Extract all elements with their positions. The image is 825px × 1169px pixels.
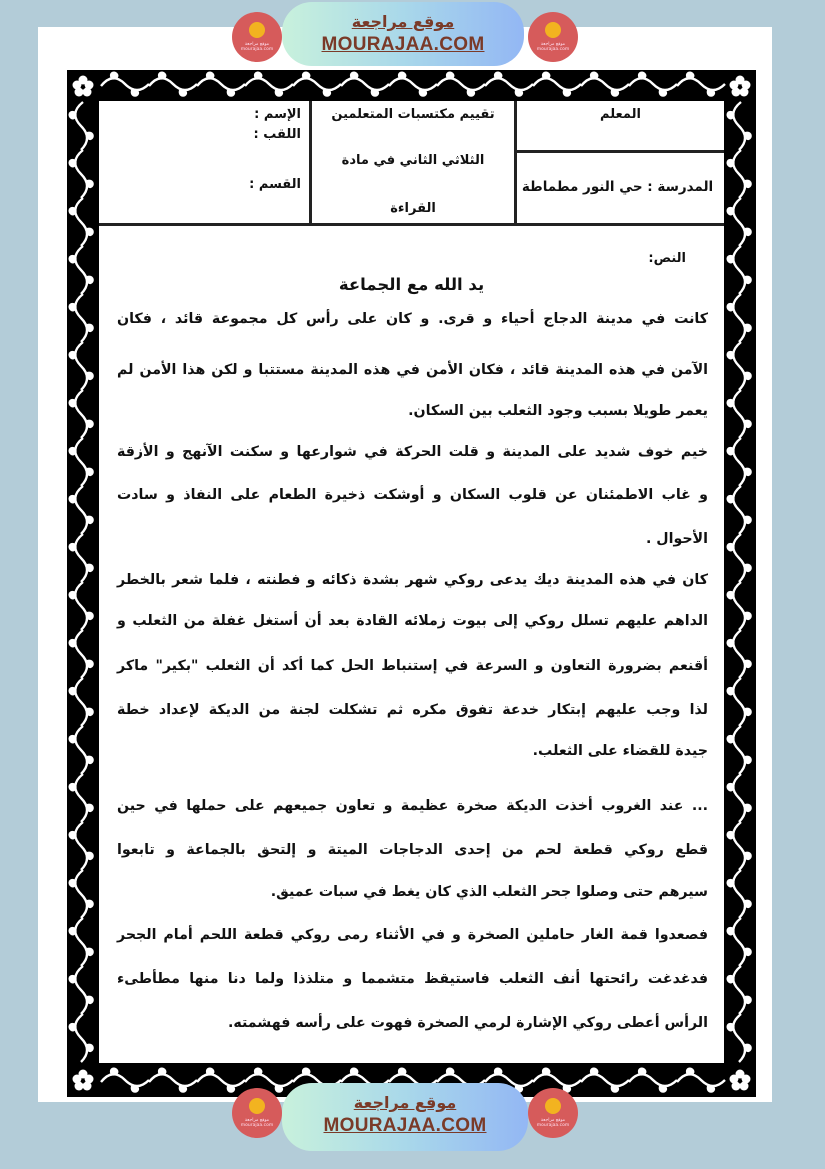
site-banner-bottom[interactable]	[282, 1083, 528, 1151]
book-logo-icon	[249, 1098, 265, 1114]
passage-line: كانت في مدينة الدجاج أحياء و قرى. و كان على رأس كل مجموعة قائد ، فكان	[117, 311, 708, 327]
ornamental-border	[67, 70, 756, 1097]
passage-line: قطع روكي قطعة لحم من إحدى الدجاجات الميتة و إلتحق بالجماعة و تابعوا	[117, 842, 708, 858]
passage-line: الأحوال .	[645, 531, 708, 547]
site-logo-badge-left[interactable]	[232, 12, 282, 62]
school-name: المدرسة : حي النور مطماطة	[521, 179, 714, 195]
passage-line: فصعدوا قمة الغار حاملين الصخرة و في الأثناء رمى روكي قطعة اللحم أمام الجحر	[117, 927, 708, 943]
name-label: الإسم :	[254, 107, 301, 122]
site-logo-badge-right[interactable]	[528, 12, 578, 62]
badge-caption: موقع مراجعة mourajaa.com	[240, 42, 274, 52]
passage-line: سيرهم حتى وصلوا جحر الثعلب الذي كان يغط في سبات عميق.	[270, 884, 708, 900]
passage-line: و غاب الاطمئنان عن قلوب السكان و أوشكت ذخيرة الطعام على النفاذ و سادت	[117, 487, 708, 503]
site-name-latin[interactable]: MOURAJAA.COM	[323, 1115, 487, 1136]
teacher-cell	[514, 101, 724, 153]
passage-title: يد الله مع الجماعة	[338, 275, 485, 294]
site-logo-badge-left-bottom[interactable]	[232, 1088, 282, 1138]
assessment-title-line2: الثلاثي الثاني في مادة	[341, 153, 485, 168]
passage-line: كان في هذه المدينة ديك يدعى روكي شهر بشدة ذكائه و فطنته ، فلما شعر بالخطر	[117, 572, 708, 588]
book-logo-icon	[545, 1098, 561, 1114]
student-info-cell	[99, 101, 309, 223]
text-label: النص:	[648, 251, 686, 266]
assessment-subject: القراءة	[390, 201, 436, 216]
surname-label: اللقب :	[253, 127, 301, 142]
class-label: القسم :	[249, 177, 301, 192]
content-area	[99, 101, 724, 1063]
book-logo-icon	[545, 22, 561, 38]
passage-line: خيم خوف شديد على المدينة و قلت الحركة في شوارعها و سكنت الآنهج و الأزقة	[117, 444, 708, 460]
badge-caption: موقع مراجعة mourajaa.com	[240, 1118, 274, 1128]
site-name-arabic[interactable]: موقع مراجعة	[353, 1093, 457, 1112]
passage-line: لذا وجب عليهم إبتكار خدعة تفوق مكره ثم تشكلت لجنة من الديكة لإعداد خطة	[117, 702, 708, 718]
site-banner-top[interactable]	[282, 2, 524, 66]
badge-caption: موقع مراجعة mourajaa.com	[536, 1118, 570, 1128]
passage-line: أقنعم بضرورة التعاون و السرعة في إستنباط الحل كما أكد أن الثعلب "بكير" ماكر	[117, 658, 708, 674]
header-table	[99, 101, 724, 226]
passage-line: فدغدغت رائحتها أنف الثعلب فاستيقظ متشمما و متلذذا ولما دنا منها مطأطىء	[117, 971, 708, 987]
site-logo-badge-right-bottom[interactable]	[528, 1088, 578, 1138]
passage-line: يعمر طويلا بسبب وجود الثعلب بين السكان.	[408, 403, 708, 419]
site-name-arabic[interactable]: موقع مراجعة	[351, 12, 455, 31]
passage-line: الرأس أعطى روكي الإشارة لرمي الصخرة فهوت على رأسه فهشمته.	[228, 1015, 708, 1031]
passage-line: الداهم عليهم تسلل روكي إلى بيوت زملائه القادة بعد أن أستغل غفلة من الثعلب و	[117, 613, 708, 629]
badge-caption: موقع مراجعة mourajaa.com	[536, 42, 570, 52]
assessment-cell	[309, 101, 514, 223]
site-name-latin[interactable]: MOURAJAA.COM	[321, 34, 485, 55]
assessment-title-line1: تقييم مكتسبات المتعلمين	[331, 107, 495, 122]
passage-line: الآمن في هذه المدينة قائد ، فكان الأمن في هذه المدينة مستتبا و لكن هذا الأمن لم	[117, 362, 708, 378]
passage-line: ... عند الغروب أخذت الديكة صخرة عظيمة و تعاون جميعهم على حملها في حين	[117, 798, 708, 814]
teacher-label: المعلم	[600, 107, 641, 122]
book-logo-icon	[249, 22, 265, 38]
school-cell	[514, 153, 724, 223]
passage-line: جيدة للقضاء على الثعلب.	[532, 743, 708, 759]
